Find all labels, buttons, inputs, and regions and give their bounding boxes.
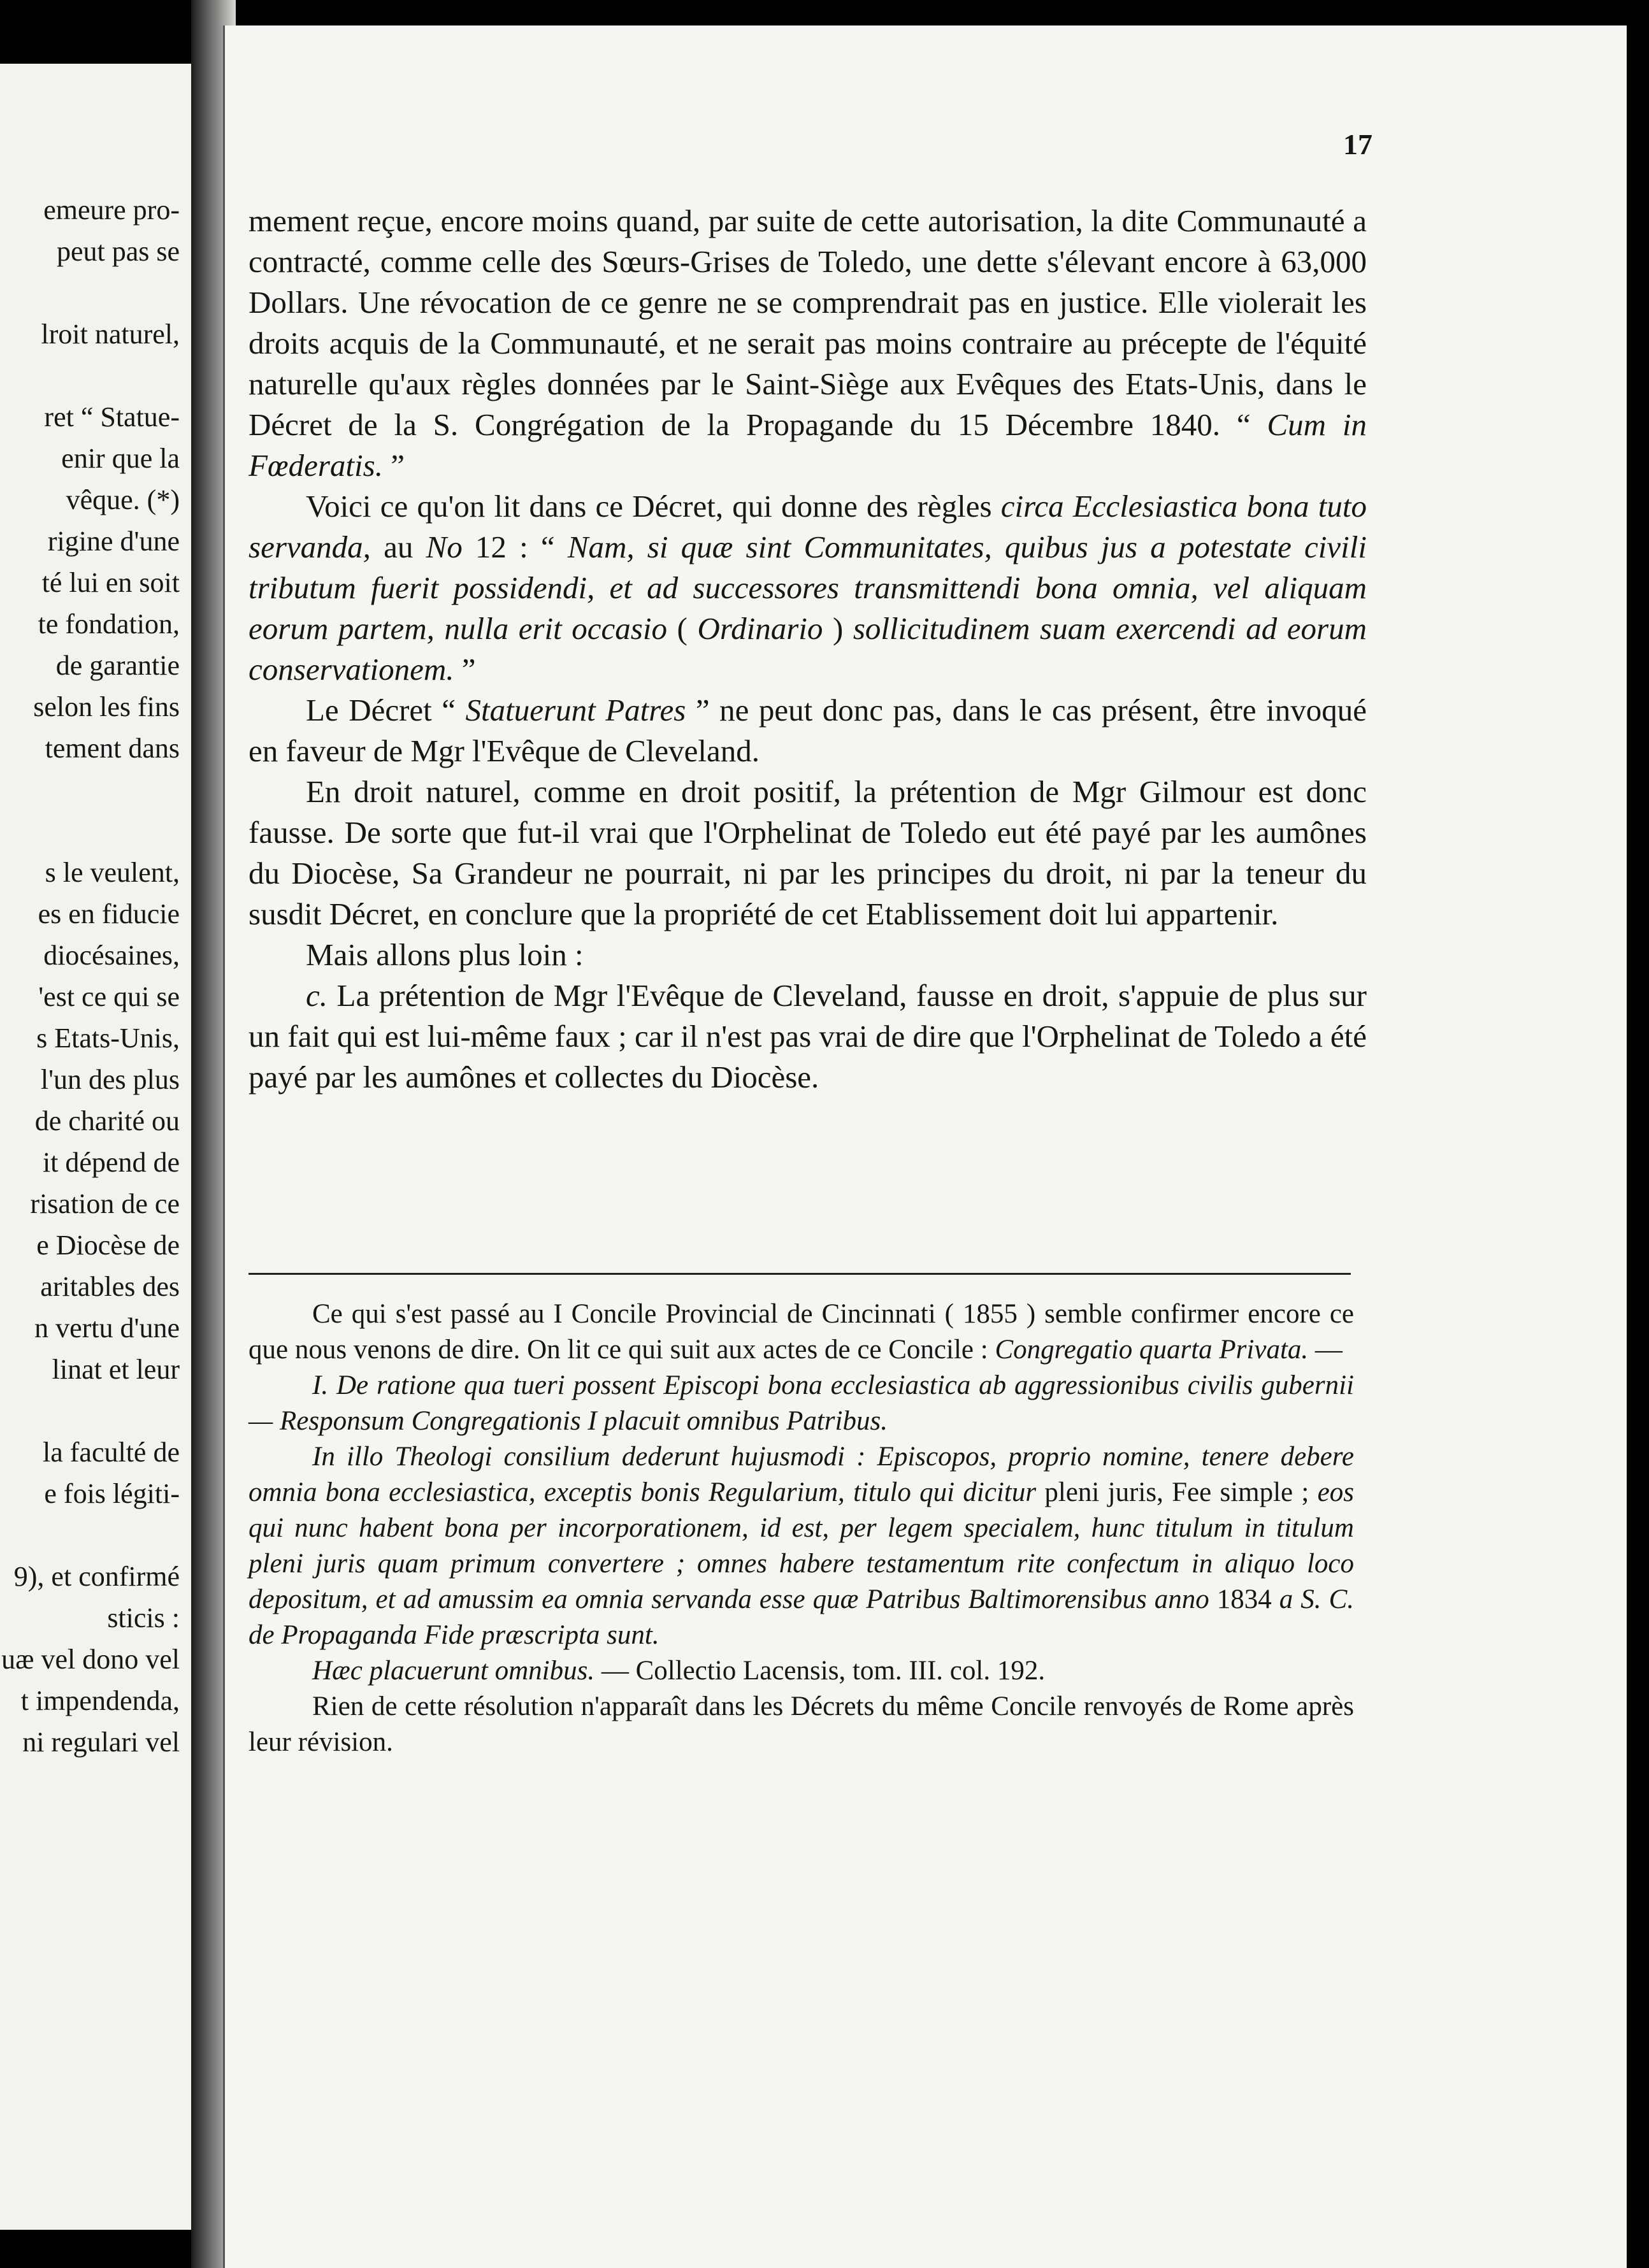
- facing-page-line: vêque. (*): [66, 484, 180, 515]
- facing-page-line: diocésaines,: [43, 940, 180, 971]
- facing-page-line: uæ vel dono vel: [1, 1644, 180, 1675]
- facing-page-line: s Etats-Unis,: [36, 1023, 180, 1054]
- text-run: Voici ce qu'on lit dans ce Décret, qui donne des règles: [306, 489, 1001, 524]
- facing-page-line: e fois légiti-: [44, 1478, 180, 1509]
- italic-text: sollicitudinem suam exercendi ad eorum conservationem.: [248, 611, 1367, 687]
- text-run: — Collectio Lacensis, tom. III. col. 192.: [594, 1656, 1046, 1686]
- facing-page-line: ret “ Statue-: [44, 401, 180, 433]
- paragraph: [248, 975, 1367, 1098]
- text-run: au: [370, 529, 426, 564]
- facing-page-line: e Diocèse de: [36, 1230, 180, 1261]
- facing-page-line: la faculté de: [43, 1437, 180, 1468]
- text-run: (: [666, 611, 698, 646]
- text-run: ”: [454, 652, 476, 687]
- italic-text: c.: [306, 978, 328, 1013]
- paragraph: [248, 690, 1367, 772]
- paragraph: [248, 486, 1367, 690]
- footnote-paragraph: [248, 1689, 1354, 1760]
- text-run: pleni juris, Fee simple ;: [1036, 1477, 1318, 1507]
- facing-page-line: te fondation,: [38, 608, 180, 640]
- facing-page-line: s le veulent,: [45, 857, 180, 888]
- footnote-paragraph: [248, 1368, 1354, 1439]
- italic-text: No: [426, 529, 463, 564]
- footnote-divider: [248, 1273, 1351, 1275]
- text-run: Mais allons plus loin :: [306, 937, 584, 972]
- facing-page-line: n vertu d'une: [34, 1312, 180, 1344]
- facing-page-line: sticis :: [107, 1602, 180, 1633]
- facing-page-line: té lui en soit: [41, 567, 180, 598]
- facing-page-line: selon les fins: [33, 691, 180, 722]
- facing-page-line: peut pas se: [56, 236, 180, 267]
- footnote-paragraph: [248, 1653, 1354, 1689]
- facing-page-line: enir que la: [61, 443, 180, 474]
- facing-page-line: linat et leur: [52, 1354, 180, 1385]
- facing-page-line: rigine d'une: [47, 526, 180, 557]
- text-run: La prétention de Mgr l'Evêque de Cleveland, fausse en droit, s'appuie de plus sur un fait qui est lui-même faux ; car il n'est pas vrai de dire que l'Orphelinat de Toledo a été payé par les aumônes et collectes du Diocèse.: [248, 978, 1367, 1095]
- footnote-paragraph: [248, 1296, 1354, 1368]
- facing-page-line: lroit naturel,: [41, 319, 180, 350]
- text-run: ” ne peut donc pas, dans le cas présent, être invoqué en faveur de Mgr l'Evêque de Cleveland.: [248, 693, 1367, 768]
- paragraph: [248, 772, 1367, 935]
- italic-text: Nam, si quæ sint Communitates, quibus jus a potestate civili tributum fuerit possidendi, et ad successores transmittendi bona omnia, vel aliquam eorum partem, nulla erit occasio: [248, 529, 1367, 646]
- facing-page-line: ni regulari vel: [22, 1726, 180, 1758]
- text-run: mement reçue, encore moins quand, par suite de cette autorisation, la dite Communauté a contracté, comme celle des Sœurs-Grises de Toledo, une dette s'élevant encore à 63,000 Dollars. Une révocation de ce genre ne se comprendrait pas en justice. Elle violerait les droits acquis de la Communauté, et ne serait pas moins contraire au précepte de l'équité naturelle qu'aux règles données par le Saint-Siège aux Evêques des Etats-Unis, dans le Décret de la S. Congrégation de la Propagande du 15 Décembre 1840. “: [248, 203, 1367, 442]
- text-run: Rien de cette résolution n'apparaît dans les Décrets du même Concile renvoyés de Rome après leur révision.: [248, 1691, 1354, 1757]
- text-run: —: [1308, 1335, 1343, 1365]
- facing-page-fragment: [0, 64, 210, 2230]
- italic-text: Congregatio quarta Privata.: [995, 1335, 1309, 1365]
- facing-page-line: es en fiducie: [38, 898, 180, 929]
- italic-text: In illo Theologi consilium dederunt hujusmodi : Episcopos, proprio nomine, tenere debere omnia bona ecclesiastica, exceptis bonis Regularium, titulo qui dicitur: [248, 1442, 1354, 1507]
- facing-page-line: t impendenda,: [20, 1685, 180, 1716]
- italic-text: Hæc placuerunt omnibus.: [312, 1656, 595, 1686]
- text-run: Le Décret “: [306, 693, 466, 728]
- main-text: [248, 201, 1367, 1098]
- facing-page-line: risation de ce: [30, 1188, 180, 1219]
- facing-page-line: de charité ou: [34, 1105, 180, 1137]
- text-run: ”: [382, 448, 405, 483]
- text-run: 1834: [1209, 1584, 1279, 1614]
- italic-text: Cum in Fœderatis.: [248, 407, 1367, 483]
- facing-page-line: aritables des: [40, 1271, 180, 1302]
- paragraph: [248, 935, 1367, 975]
- facing-page-line: 'est ce qui se: [38, 981, 180, 1012]
- facing-page-line: it dépend de: [42, 1147, 180, 1178]
- italic-text: Ordinario: [697, 611, 823, 646]
- text-run: En droit naturel, comme en droit positif, la prétention de Mgr Gilmour est donc fausse. De sorte que fut-il vrai que l'Orphelinat de Toledo eut été payé par les aumônes du Diocèse, Sa Grandeur ne pourrait, ni par les principes du droit, ni par la teneur du susdit Décret, en conclure que la propriété de cet Etablissement doit lui appartenir.: [248, 774, 1367, 931]
- facing-page-line: emeure pro-: [43, 194, 180, 226]
- italic-text: circa Ecclesiastica bona tuto servanda,: [248, 489, 1367, 564]
- italic-text: a S. C. de Propaganda Fide præscripta sunt.: [248, 1584, 1354, 1650]
- facing-page-line: de garantie: [55, 650, 180, 681]
- text-run: Ce qui s'est passé au I Concile Provincial de Cincinnati ( 1855 ) semble confirmer encore ce que nous venons de dire. On lit ce qui suit aux actes de ce Concile :: [248, 1299, 1354, 1365]
- page-number: 17: [1343, 128, 1372, 161]
- facing-page-line: tement dans: [45, 733, 180, 764]
- facing-page-line: 9), et confirmé: [13, 1561, 180, 1592]
- footnote-paragraph: [248, 1439, 1354, 1653]
- italic-text: Statuerunt Patres: [465, 693, 686, 728]
- text-run: ): [823, 611, 853, 646]
- footnote: [248, 1296, 1354, 1760]
- italic-text: I. De ratione qua tueri possent Episcopi bona ecclesiastica ab aggressionibus civilis gubernii — Responsum Congregationis I placuit omnibus Patribus.: [248, 1370, 1354, 1436]
- italic-text: eos qui nunc habent bona per incorporationem, id est, per legem specialem, hunc titulum in titulum pleni juris quam primum convertere ; omnes habere testamentum rite confectum in aliquo loco depositum, et ad amussim ea omnia servanda esse quæ Patribus Baltimorensibus anno: [248, 1477, 1354, 1614]
- text-run: 12 : “: [462, 529, 568, 564]
- book-page: [223, 25, 1627, 2268]
- facing-page-line: l'un des plus: [40, 1064, 180, 1095]
- paragraph: [248, 201, 1367, 486]
